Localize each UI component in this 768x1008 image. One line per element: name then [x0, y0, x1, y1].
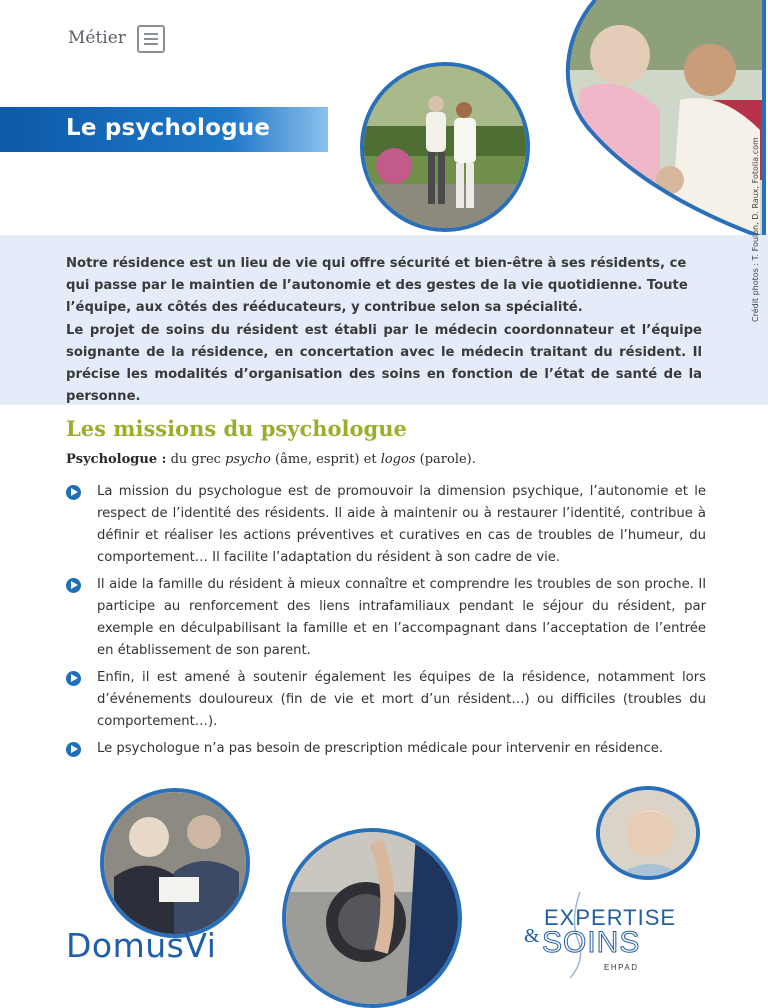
missions-heading: Les missions du psychologue: [66, 416, 407, 441]
arrow-bullet-icon: [66, 485, 81, 500]
document-icon: [137, 25, 165, 53]
logo-expertise-text: EXPERTISE: [544, 905, 677, 930]
bullet-text: Enfin, il est amené à soutenir également les équipes de la résidence, notamment lors d’événements douloureux (fin de vie et mort d’un résident…) ou difficiles (troubles du comportement…).: [97, 670, 706, 729]
logo-ehpad-text: EHPAD: [604, 963, 639, 972]
arrow-bullet-icon: [66, 671, 81, 686]
domusvi-logo: DomusVi: [66, 926, 217, 965]
definition-word-psycho: psycho: [225, 452, 271, 467]
definition-text-2: (âme, esprit) et: [275, 452, 377, 467]
bullet-text: Il aide la famille du résident à mieux connaître et comprendre les troubles de son proche. Il participe au renforcement des liens intrafamiliaux pendant le séjour du résident, par exemple en déculpabilisant la famille et en l’accompagnant dans l’acceptation de l’entrée en établissement de son parent.: [97, 577, 706, 658]
definition-text-3: (parole).: [419, 452, 476, 467]
definition: [66, 452, 476, 467]
bullet-text: La mission du psychologue est de promouvoir la dimension psychique, l’autonomie et le respect de l’identité des résidents. Il aide à maintenir ou à restaurer l’identité, contribue à définir et réaliser les actions préventives et curatives en cas de troubles de l’humeur, du comportement… Il facilite l’adaptation du résident à son cadre de vie.: [97, 484, 706, 565]
list-item: [66, 574, 706, 662]
photo-wheelchair-hands: [282, 828, 462, 1008]
list-item: [66, 667, 706, 733]
intro-paragraph-2: Le projet de soins du résident est établi par le médecin coordonnateur et l’équipe soignante de la résidence, en concertation avec le médecin traitant du résident. Il précise les modalités d’organisation des soins en fonction de l’état de santé de la personne.: [66, 323, 702, 404]
definition-text-1: du grec: [170, 452, 221, 467]
arrow-bullet-icon: [66, 742, 81, 757]
page-title: Le psychologue: [66, 115, 271, 141]
list-item: [66, 738, 706, 760]
expertise-soins-logo: [520, 880, 710, 980]
photo-walking-residents: [360, 62, 530, 232]
logo-ampersand-text: &: [524, 925, 540, 947]
logo-soins-text: SOINS: [542, 926, 641, 959]
title-band: [0, 107, 328, 152]
definition-term: Psychologue :: [66, 452, 167, 467]
section-label: Métier: [68, 28, 126, 48]
photo-credit: Crédit photos : T. Foulon, D. Raux, Fotolia.com: [751, 137, 760, 322]
list-item: [66, 481, 706, 569]
definition-word-logos: logos: [380, 452, 416, 467]
arrow-bullet-icon: [66, 578, 81, 593]
photo-two-residents: [100, 788, 250, 938]
bullet-text: Le psychologue n’a pas besoin de prescription médicale pour intervenir en résidence.: [97, 741, 664, 756]
photo-smiling-resident: [596, 786, 700, 880]
intro-paragraph-1: Notre résidence est un lieu de vie qui offre sécurité et bien-être à ses résidents, ce qui passe par le maintien de l’autonomie et des gestes de la vie quotidienne. Toute l’équipe, aux côtés des rééducateurs, y contribue selon sa spécialité.: [66, 256, 688, 315]
photo-heart-hands: [560, 0, 768, 238]
